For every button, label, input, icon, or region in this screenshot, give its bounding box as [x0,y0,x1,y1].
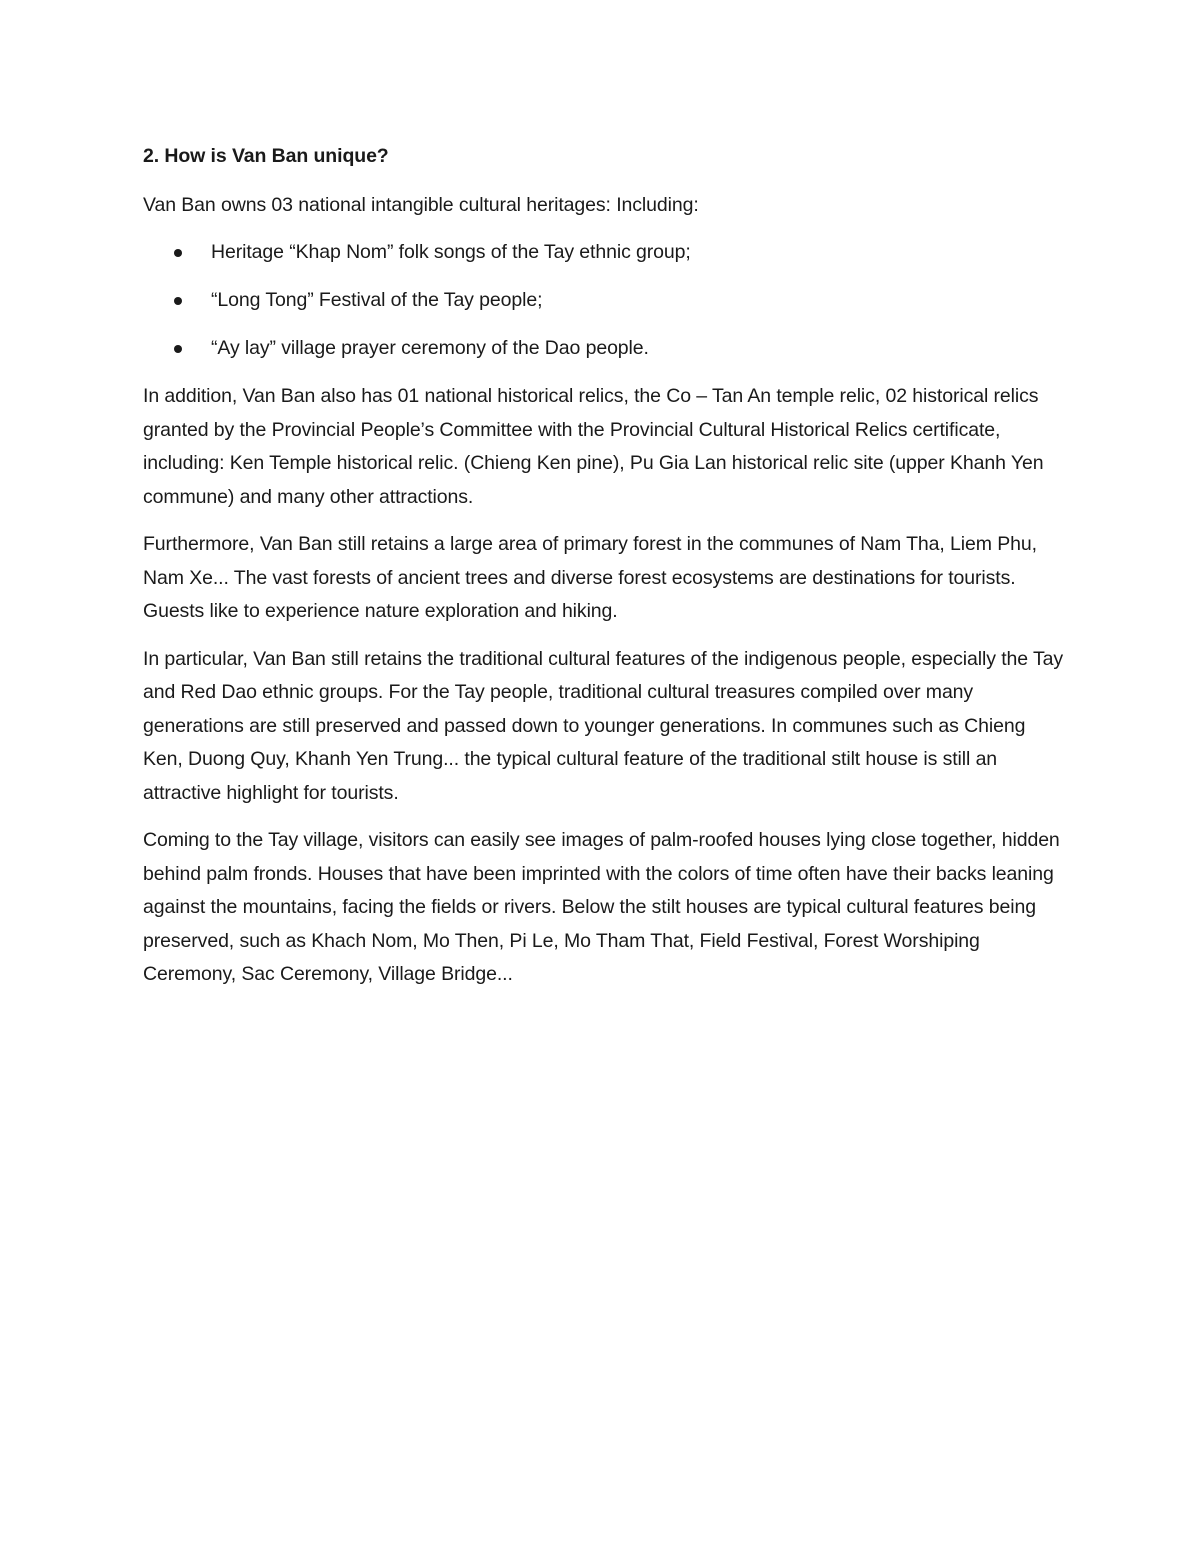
list-item-text: Heritage “Khap Nom” folk songs of the Tay ethnic group; [211,241,691,263]
list-item [143,332,1063,366]
bullet-icon [174,297,182,305]
heritage-list [143,236,1063,366]
relics-paragraph: In addition, Van Ban also has 01 national historical relics, the Co – Tan An temple relic, 02 historical relics granted by the Provincial People’s Committee with the Provincial Cultural Historical Relics certificate, including: Ken Temple historical relic. (Chieng Ken pine), Pu Gia Lan historical relic site (upper Khanh Yen commune) and many other attractions. [143,385,1044,508]
bullet-icon [174,249,182,257]
list-item [143,284,1063,318]
list-item-text: “Ay lay” village prayer ceremony of the Dao people. [211,337,649,359]
list-item [143,236,1063,270]
village-paragraph: Coming to the Tay village, visitors can easily see images of palm-roofed houses lying close together, hidden behind palm fronds. Houses that have been imprinted with the colors of time often have their backs leaning against the mountains, facing the fields or rivers. Below the stilt houses are typical cultural features being preserved, such as Khach Nom, Mo Then, Pi Le, Mo Tham That, Field Festival, Forest Worshiping Ceremony, Sac Ceremony, Village Bridge... [143,829,1060,985]
intro-paragraph: Van Ban owns 03 national intangible cultural heritages: Including: [143,193,699,216]
list-item-text: “Long Tong” Festival of the Tay people; [211,289,543,311]
bullet-icon [174,345,182,353]
culture-paragraph: In particular, Van Ban still retains the traditional cultural features of the indigenous people, especially the Tay and Red Dao ethnic groups. For the Tay people, traditional cultural treasures compiled over many generations are still preserved and passed down to younger generations. In communes such as Chieng Ken, Duong Quy, Khanh Yen Trung... the typical cultural feature of the traditional stilt house is still an attractive highlight for tourists. [143,647,1064,804]
forest-paragraph: Furthermore, Van Ban still retains a large area of primary forest in the communes of Nam Tha, Liem Phu, Nam Xe... The vast forests of ancient trees and diverse forest ecosystems are destinations for tourists. Guests like to experience nature exploration and hiking. [143,533,1037,622]
section-heading: 2. How is Van Ban unique? [143,145,389,167]
document-body [143,140,1063,1006]
